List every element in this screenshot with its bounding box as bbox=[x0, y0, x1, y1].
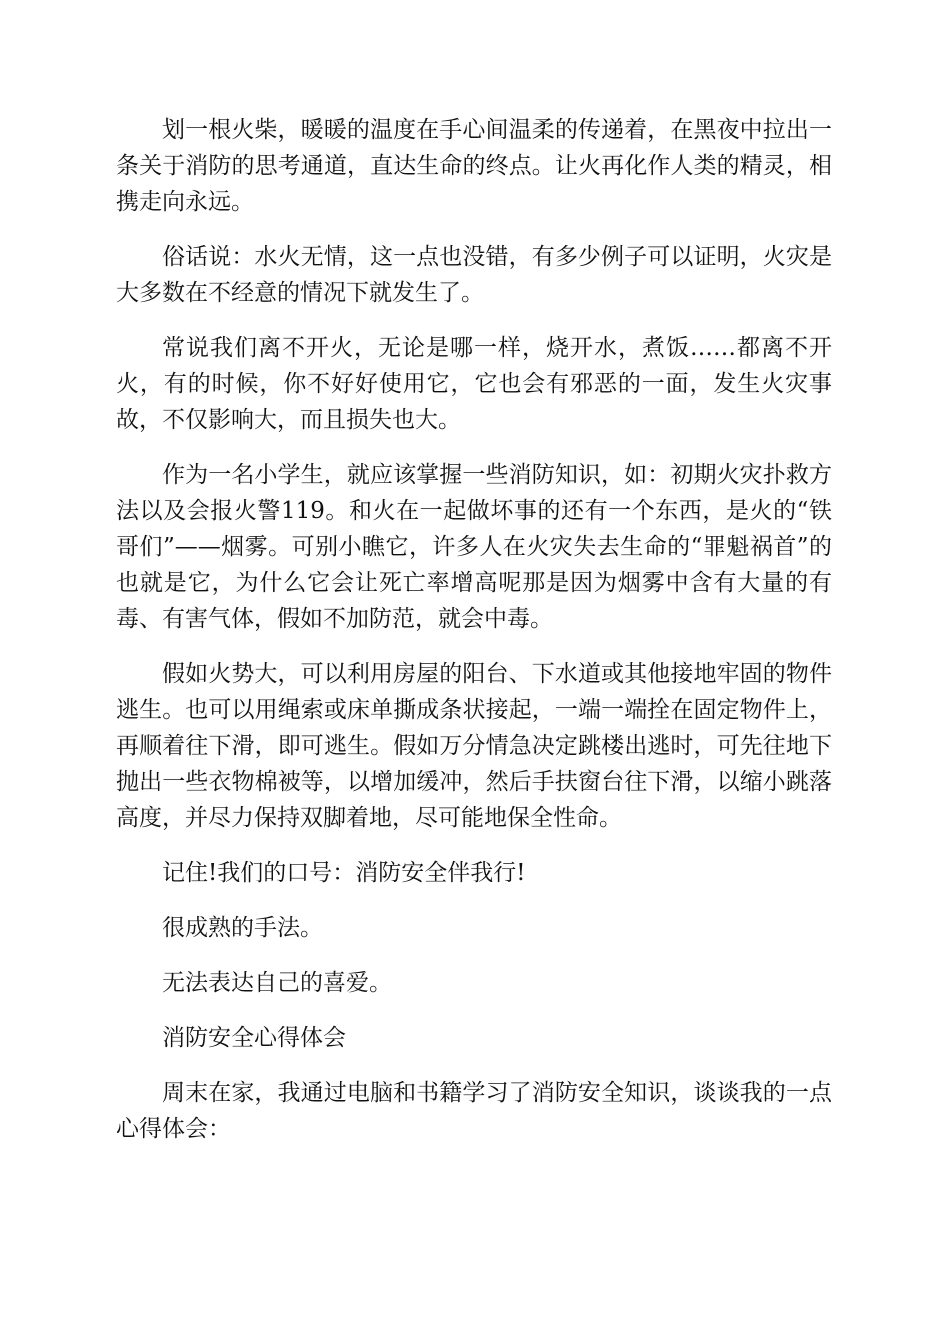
paragraph-10: 周末在家，我通过电脑和书籍学习了消防安全知识，谈谈我的一点心得体会： bbox=[116, 1080, 832, 1142]
section-heading: 消防安全心得体会 bbox=[162, 1025, 346, 1051]
paragraph-4: 作为一名小学生，就应该掌握一些消防知识，如：初期火灾扑救方法以及会报火警119。和火在一起做坏事的还有一个东西，是火的“铁哥们”——烟雾。可别小瞧它，许多人在火灾失去生命的“罪魁祸首”的也就是它，为什么它会让死亡率增高呢那是因为烟雾中含有大量的有毒、有害气体，假如不加防范，就会中毒。 bbox=[116, 462, 832, 632]
paragraph-6: 记住!我们的口号：消防安全伴我行! bbox=[162, 860, 526, 886]
paragraph-5: 假如火势大，可以利用房屋的阳台、下水道或其他接地牢固的物件逃生。也可以用绳索或床单撕成条状接起，一端一端拴在固定物件上，再顺着往下滑，即可逃生。假如万分情急决定跳楼出逃时，可先往地下抛出一些衣物棉被等，以增加缓冲，然后手扶窗台往下滑，以缩小跳落高度，并尽力保持双脚着地，尽可能地保全性命。 bbox=[116, 661, 832, 831]
document-body bbox=[116, 112, 832, 1166]
paragraph-8: 无法表达自己的喜爱。 bbox=[162, 970, 392, 996]
paragraph-7: 很成熟的手法。 bbox=[162, 915, 323, 941]
paragraph-1: 划一根火柴，暖暖的温度在手心间温柔的传递着，在黑夜中拉出一条关于消防的思考通道，直达生命的终点。让火再化作人类的精灵，相携走向永远。 bbox=[116, 117, 832, 215]
paragraph-2: 俗话说：水火无情，这一点也没错，有多少例子可以证明，火灾是大多数在不经意的情况下就发生了。 bbox=[116, 244, 832, 306]
paragraph-3: 常说我们离不开火，无论是哪一样，烧开水，煮饭……都离不开火，有的时候，你不好好使用它，它也会有邪恶的一面，发生火灾事故，不仅影响大，而且损失也大。 bbox=[116, 335, 832, 433]
